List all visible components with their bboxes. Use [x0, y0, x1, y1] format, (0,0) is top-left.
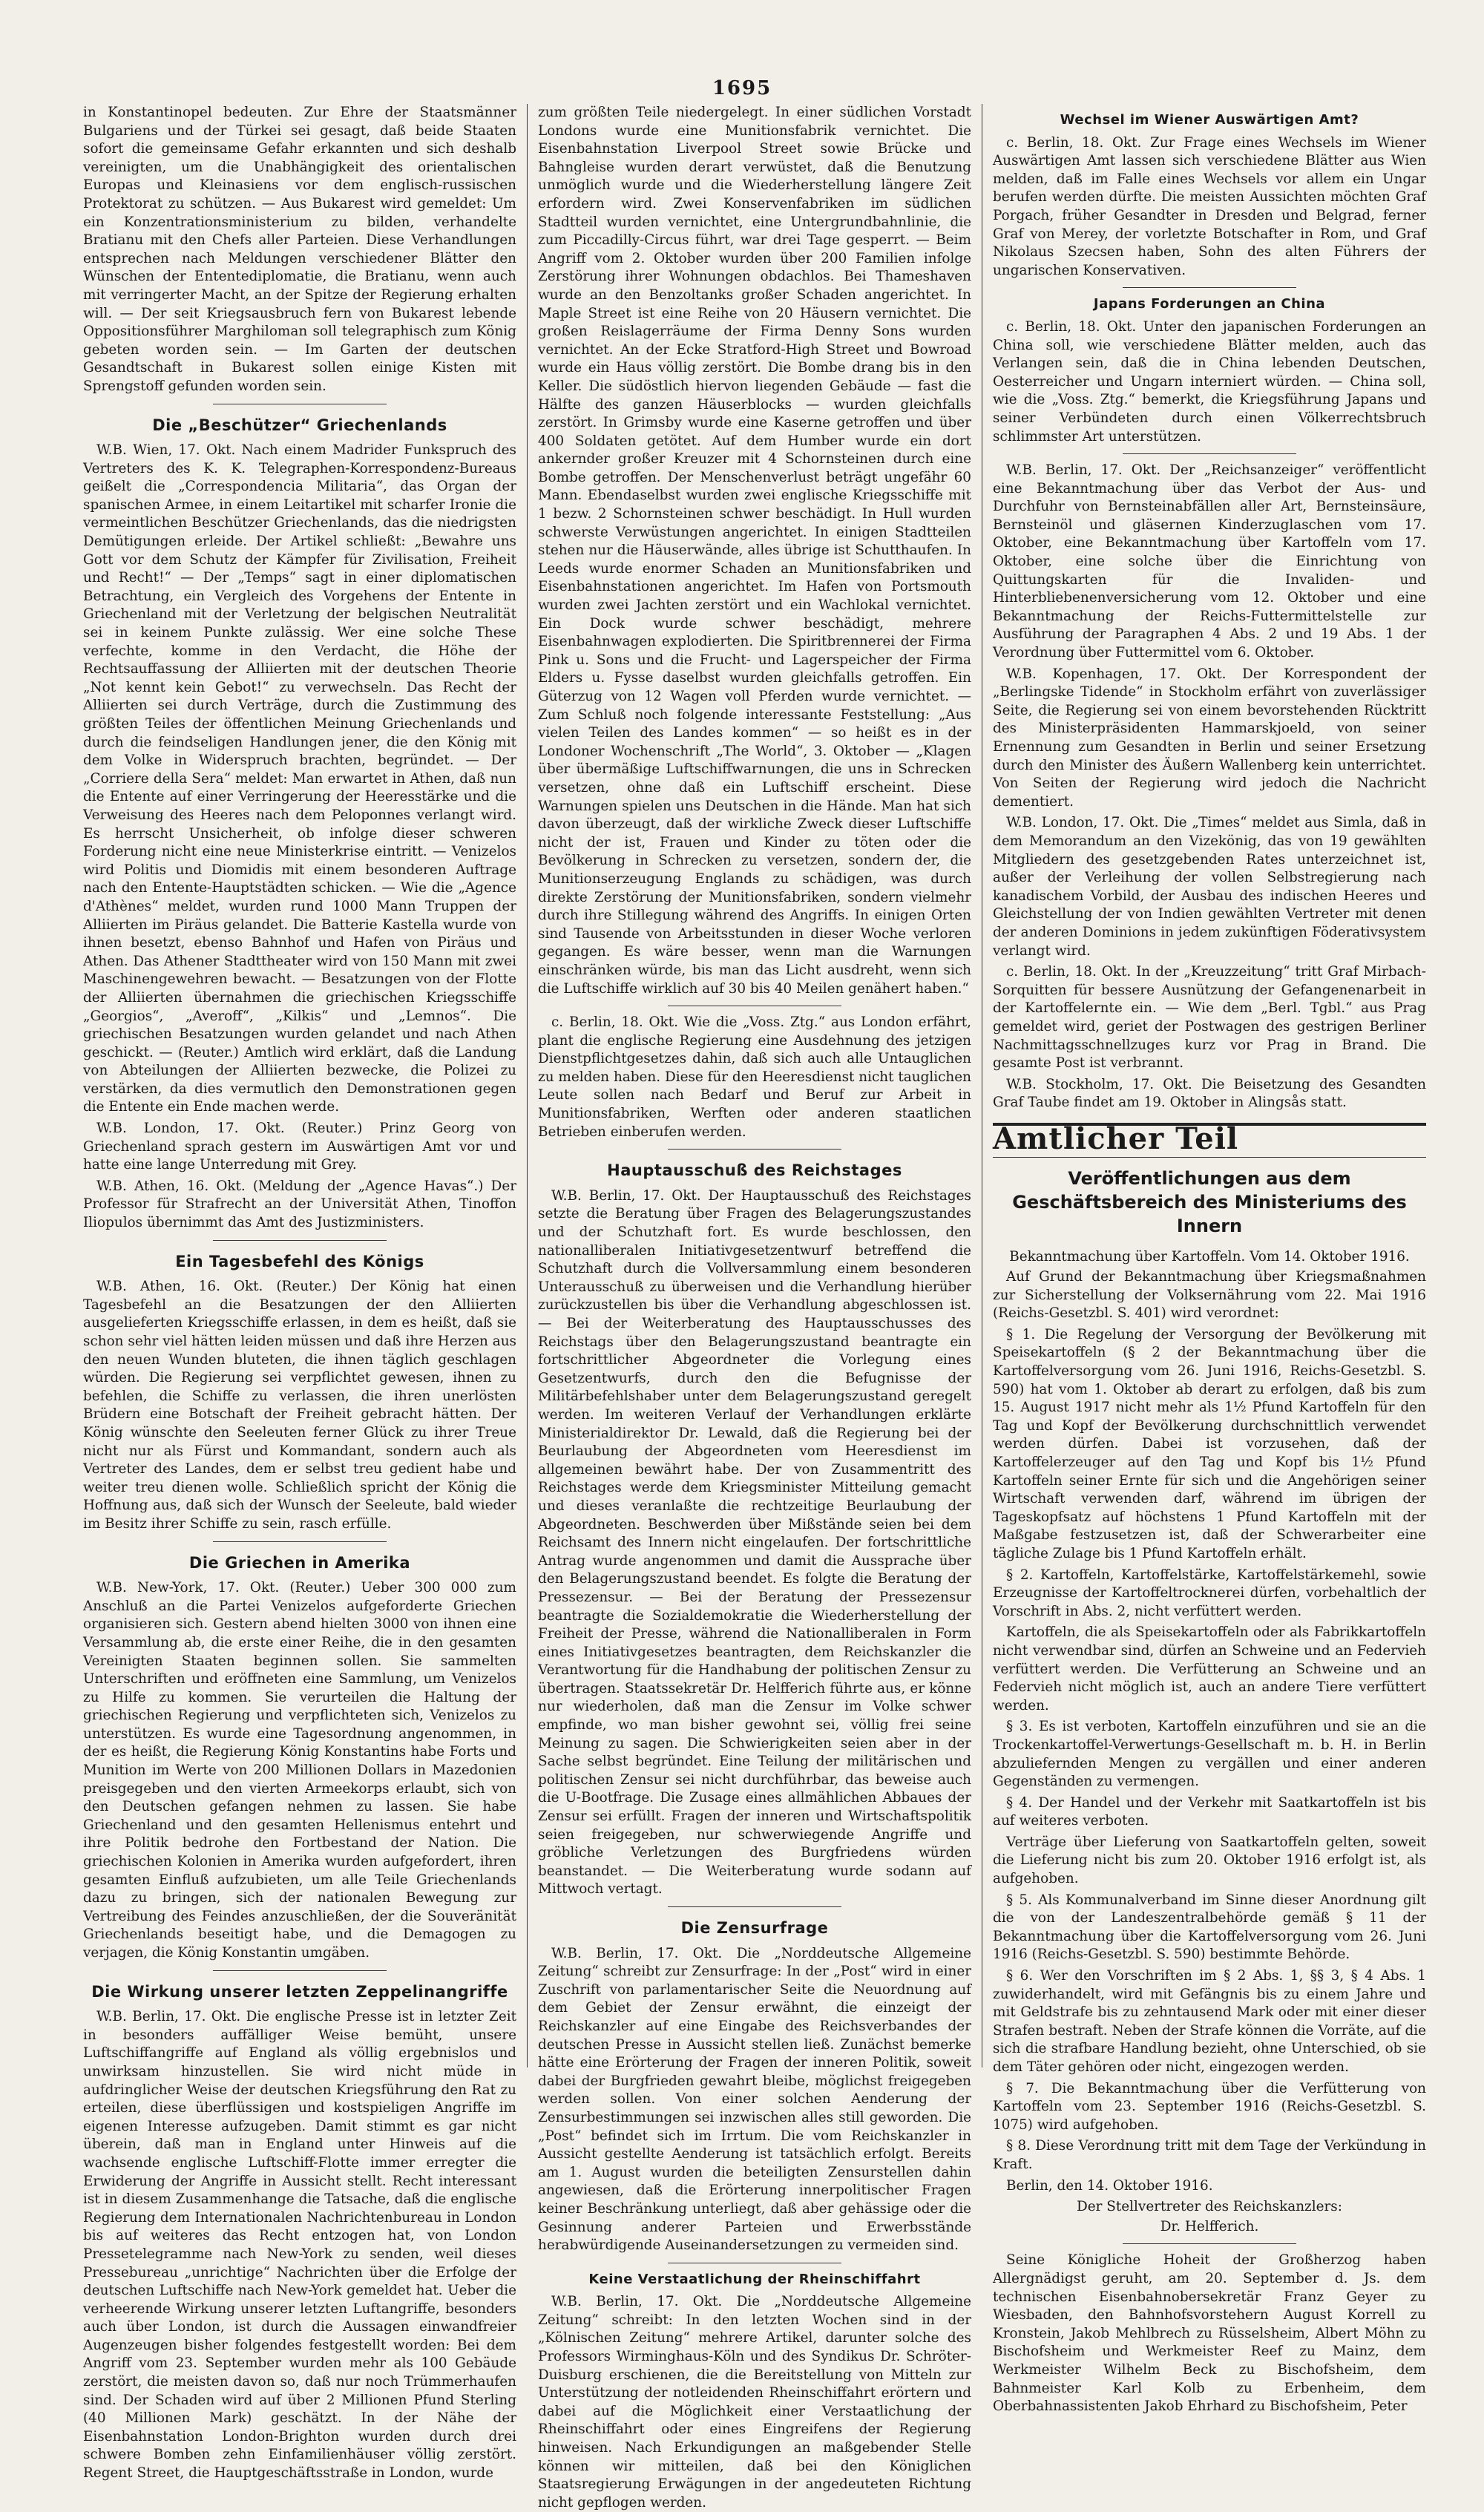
divider [213, 1970, 387, 1971]
headline-zeppelin: Die Wirkung unserer letzten Zeppelinangriffe [91, 1982, 508, 2001]
article-reichsanzeiger: W.B. Berlin, 17. Okt. Der „Reichsanzeiger“ veröffentlicht eine Bekanntmachung über das Verbot der Aus- und Durchfuhr von Bernsteinabfällen aller Art, Bernsteinsäure, Bernsteinöl und gläsernen Kinderzuglaschen vom 17. Oktober, eine Bekanntmachung über Kartoffeln vom 17. Oktober, eine solche über die Einrichtung von Quittungskarten für die Invaliden- und Hinterbliebenenversicherung vom 12. Oktober und eine Bekanntmachung der Reichs-Futtermittelstelle zur Ausführung der Paragraphen 4 Abs. 2 und 19 Abs. 1 der Verordnung über Futtermittel vom 6. Oktober. [993, 462, 1426, 661]
divider [213, 1240, 387, 1241]
article-grossherzog: Seine Königliche Hoheit der Großherzog haben Allergnädigst geruht, am 20. September d. Js. dem technischen Eisenbahnobersekretär Franz Geyer zu Wiesbaden, den Bahnhofsvorstehern August Korrell zu Kronstein, Jakob Mehlbrech zu Rüsselsheim, Albert Möhn zu Bischofsheim und Werkmeister Reef zu Mainz, dem Werkmeister Wilhelm Beck zu Bischofsheim, dem Bahnmeister Karl Kolb zu Erbenheim, dem Oberbahnassistenten Jakob Ehrhard zu Bischofsheim, Peter [993, 2252, 1426, 2415]
divider [1123, 287, 1296, 288]
headline-veroeffentlichungen: Veröffentlichungen aus dem Geschäftsbereich des Ministeriums des Innern [1012, 1168, 1407, 1237]
article-athen-koenig: W.B. Athen, 16. Okt. (Reuter.) Der König hat einen Tagesbefehl an die Besatzungen der den Alliierten ausgelieferten Kriegsschiffe erlassen, in dem es heißt, daß sie schon sehr viel hätten leiden müssen und daß ihre Herzen aus den neuen Wunden bluteten, die ihnen täglich geschlagen würden. Die Regierung sei verpflichtet gewesen, ihnen zu befehlen, die Schiffe zu verlassen, die ihren unerlösten Brüdern eine Botschaft der Freiheit gebracht hätten. Der König wünschte den Seeleuten ferner Glück zu ihrer Treue nicht nur als Fürst und Kommandant, sondern auch als Vertreter des Landes, dem er selbst treu gedient habe und weiter treu dienen wolle. Schließlich spricht der König die Hoffnung aus, daß sich der Wunsch der Seeleute, bald wieder im Besitz ihrer Schiffe zu sein, rasch erfülle. [83, 1279, 516, 1532]
decree-s1: § 1. Die Regelung der Versorgung der Bevölkerung mit Speisekartoffeln (§ 2 der Bekanntmachung über die Kartoffelversorgung vom 26. Juni 1916, Reichs-Gesetzbl. S. 590) hat vom 1. Oktober ab derart zu erfolgen, daß bis zum 15. August 1917 nicht mehr als 1½ Pfund Kartoffeln für den Tag und Kopf der Bevölkerung durchschnittlich verwendet werden dürfen. Dabei ist vorzusehen, daß der Kartoffelerzeuger auf den Tag und Kopf bis 1½ Pfund Kartoffeln seiner Ernte für sich und die Angehörigen seiner Wirtschaft verwenden darf, während im übrigen der Tageskopfsatz auf höchstens 1 Pfund Kartoffeln mit der Maßgabe festzusetzen ist, daß der Schwerarbeiter eine tägliche Zulage bis 1 Pfund Kartoffeln erhält. [993, 1326, 1426, 1561]
article-japan-china: c. Berlin, 18. Okt. Unter den japanischen Forderungen an China soll, wie verschiedene Blätter melden, auch das Verlangen sein, daß die in China lebenden Deutschen, Oesterreicher und Ungarn interniert würden. — China soll, wie die „Voss. Ztg.“ bemerkt, die Kriegsführung Japans und seiner Verbündeten durch einen Völkerrechtsbruch schlimmster Art unterstützen. [993, 318, 1426, 445]
decree-s2: § 2. Kartoffeln, Kartoffelstärke, Kartoffelstärkemehl, sowie Erzeugnisse der Kartoffeltrocknerei dürfen, vorbehaltlich der Vorschrift in Abs. 2, nicht verfüttert werden. [993, 1567, 1426, 1619]
divider [668, 1149, 841, 1150]
headline-hauptausschuss: Hauptausschuß des Reichstages [607, 1161, 902, 1180]
decree-signatory-title: Der Stellvertreter des Reichskanzlers: [1077, 2199, 1342, 2215]
decree-intro: Auf Grund der Bekanntmachung über Kriegsmaßnahmen zur Sicherstellung der Volksernährung vom 22. Mai 1916 (Reichs-Gesetzbl. S. 401) wird verordnet: [993, 1269, 1426, 1322]
decree-s5: § 5. Als Kommunalverband im Sinne dieser Anordnung gilt die von der Landeszentralbehörde gemäß § 11 der Bekanntmachung über die Kartoffelversorgung vom 26. Juni 1916 (Reichs-Gesetzbl. S. 590) bestimmte Behörde. [993, 1892, 1426, 1963]
article-zeppelin: W.B. Berlin, 17. Okt. Die englische Presse ist in letzter Zeit in besonders auffälliger Weise bemüht, unsere Luftschiffangriffe auf England als völlig ergebnislos und unwirksam hinzustellen. Sie wird nicht müde in aufdringlicher Weise der deutschen Kriegsführung den Rat zu erteilen, diese überflüssigen und kostspieligen Angriffe im eigenen Interesse aufzugeben. Damit stimmt es gar nicht überein, daß man in England unter Hinweis auf die wachsende englische Luftschiff-Flotte immer erregter die Erwiderung der Angriffe in Aussicht stellt. Recht interessant ist in diesem Zusammenhange die Tatsache, daß die englische Regierung dem Internationalen Nachrichtenbureau in London bis auf weiteres das Recht entzogen hat, von London Pressetelegramme nach New-York zu senden, weil dieses Pressebureau „unrichtige“ Nachrichten über die Erfolge der deutschen Luftschiffe nach New-York gemeldet hat. Ueber die verheerende Wirkung unserer letzten Luftangriffe, besonders auch über London, ist durch die Aussagen einwandfreier Augenzeugen bisher folgendes festgestellt worden: Bei dem Angriff vom 23. September wurden mehr als 100 Gebäude zerstört, die meisten davon so, daß nur noch Trümmerhaufen sind. Der Schaden wird auf über 2 Millionen Pfund Sterling (40 Millionen Mark) geschätzt. In der Nähe der Eisenbahnstation London-Brighton wurden durch drei schwere Bomben zehn Einfamilienhäuser völlig zerstört. Regent Street, die Hauptgeschäftsstraße in London, wurde [83, 2009, 516, 2482]
columns [73, 104, 1437, 2511]
decree-s6: § 6. Wer den Vorschriften im § 2 Abs. 1, §§ 3, § 4 Abs. 1 zuwiderhandelt, wird mit Gefängnis bis zu einem Jahre und mit Geldstrafe bis zu zehntausend Mark oder mit einer dieser Strafen bestraft. Neben der Strafe können die Vorräte, auf die sich die strafbare Handlung bezieht, ohne Unterschied, ob sie dem Täter gehören oder nicht, eingezogen werden. [993, 1968, 1426, 2075]
headline-japan-china: Japans Forderungen an China [1093, 296, 1326, 312]
column-right [982, 104, 1437, 2415]
article-hauptausschuss: W.B. Berlin, 17. Okt. Der Hauptausschuß des Reichstages setzte die Beratung über Fragen des Belagerungszustandes und der Schutzhaft fort. Es wurde beschlossen, den nationalliberalen Initiativgesetzentwurf betreffend die Schutzhaft durch die Vollversammlung einem besonderen Unterausschuß zu überweisen und die Verhandlung hierüber zurückzustellen bis über die Verhandlung abgeschlossen ist. — Bei der Weiterberatung des Hauptausschusses des Reichstags über den Belagerungszustand beantragte ein fortschrittlicher Abgeordneter die Vorlegung eines Gesetzentwurfs, durch den die Befugnisse der Militärbefehlshaber unter dem Belagerungszustand geregelt werden. Im weiteren Verlauf der Verhandlungen erklärte Ministerialdirektor Dr. Lewald, daß die Regierung bei der Beurlaubung der Abgeordneten vom Heeresdienst im allgemeinen bewährt habe. Der von Zusammentritt des Reichstages werde dem Kriegsminister Mitteilung gemacht und dieses veranlaßte die rechtzeitige Beurlaubung der Abgeordneten. Beschwerden über Mißstände seien bei dem Reichsamt des Innern nicht eingelaufen. Der fortschrittliche Antrag wurde angenommen und damit die Aussprache über den Belagerungszustand beendet. Es folgte die Beratung der Pressezensur. — Bei der Beratung der Pressezensur beantragte die Sozialdemokratie die Wiederherstellung der Freiheit der Presse, während die Nationalliberalen in Form eines Initiativgesetzes beantragten, dem Reichskanzler die Verantwortung für die Handhabung der politischen Zensur zu übertragen. Staatssekretär Dr. Helfferich führte aus, er könne nur wiederholen, daß man die Zensur im Volke schwer empfinde, wo man bisher gewohnt sei, völlig frei seine Meinung zu sagen. Die Schwierigkeiten seien aber in der Sache selbst begründet. Eine Teilung der militärischen und politischen Zensur sei nicht durchführbar, das beweise auch die U-Bootfrage. Die Zusage eines allmählichen Abbaues der Zensur sei erfüllt. Fragen der inneren und Wirtschaftspolitik seien freigegeben, nur schwerwiegende Angriffe und gröbliche Verletzungen des Burgfriedens würden beanstandet. — Die Weiterberatung wurde sodann auf Mittwoch vertagt. [538, 1187, 971, 1898]
article-kopenhagen: W.B. Kopenhagen, 17. Okt. Der Korrespondent der „Berlingske Tidende“ in Stockholm erfährt von zuverlässiger Seite, die Regierung sei von einem bevorstehenden Rücktritt des Ministerpräsidenten Hammarskjoeld, von seiner Ernennung zum Gesandten in Berlin und seiner Ersetzung durch den Minister des Äußern Wallenberg kein unterrichtet. Von Seiten der Regierung wird jedoch die Nachricht dementiert. [993, 666, 1426, 810]
article-dienstpflicht: c. Berlin, 18. Okt. Wie die „Voss. Ztg.“ aus London erfährt, plant die englische Regierung eine Ausdehnung des jetzigen Dienstpflichtgesetzes dahin, daß sich auch alle Untauglichen zu melden haben. Diese für den Heeresdienst nicht tauglichen Leute sollen nach Bedarf und Beruf zur Arbeit in Munitionsfabriken, Werften oder anderen staatlichen Betrieben einberufen werden. [538, 1014, 971, 1140]
headline-rheinschiffahrt: Keine Verstaatlichung der Rheinschiffahrt [588, 2271, 921, 2287]
article-zeppelin-cont: zum größten Teile niedergelegt. In einer südlichen Vorstadt Londons wurde eine Munitionsfabrik vernichtet. Die Eisenbahnstation Liverpool Street sowie Brücke und Bahngleise wurden derart verwüstet, daß die Benutzung unmöglich wurde und die Wiederherstellung längere Zeit erfordern wird. Zwei Konservenfabriken im südlichen Stadtteil wurden vernichtet, eine Untergrundbahnlinie, die zum Piccadilly-Circus führt, war drei Tage gesperrt. — Beim Angriff vom 2. Oktober wurden über 200 Familien infolge Zerstörung ihrer Wohnungen obdachlos. Bei Thameshaven wurde an den Benzoltanks großer Schaden angerichtet. In Maple Street ist eine Reihe von 20 Häusern vernichtet. Die großen Reislagerräume der Firma Denny Sons wurden vernichtet. An der Ecke Stratford-High Street und Bowroad wurde ein Haus völlig zerstört. Die Bombe drang bis in den Keller. Die südöstlich hiervon liegenden Gebäude — fast die Hälfte des ganzen Häuserblocks — wurden gleichfalls zerstört. In Grimsby wurde eine Kaserne getroffen und über 400 Soldaten getötet. Auf dem Humber wurde ein dort ankernder großer Kreuzer mit 4 Schornsteinen durch eine Bombe getroffen. Der Menschenverlust beträgt ungefähr 60 Mann. Ebendaselbst wurden zwei englische Kriegsschiffe mit 1 bezw. 2 Schornsteinen schwer beschädigt. In Hull wurden schwerste Verwüstungen angerichtet. In einigen Stadtteilen stehen nur die Häuserwände, alles übrige ist Schutthaufen. In Leeds wurde enormer Schaden an Munitionsfabriken und Eisenbahnstationen angerichtet. Im Hafen von Portsmouth wurden zwei Jachten zerstört und ein Wachlokal vernichtet. Ein Dock wurde schwer beschädigt, mehrere Eisenbahnwagen explodierten. Die Spiritbrennerei der Firma Pink u. Sons und die Frucht- und Lagerspeicher der Firma Elders u. Fysse daselbst wurden gleichfalls getroffen. Ein Güterzug von 12 Wagen voll Pferden wurde vernichtet. — Zum Schluß noch folgende interessante Feststellung: „Aus vielen Teilen des Landes kommen“ — so heißt es in der Londoner Wochenschrift „The World“, 3. Oktober — „Klagen über übermäßige Luftschiffwarnungen, die uns in Schrecken versetzen, ohne daß ein Luftschiff erscheint. Diese Warnungen spielen uns Deutschen in die Hände. Man hat sich davon überzeugt, daß der wirkliche Zweck dieser Luftschiffe nicht der ist, Frauen und Kinder zu töten oder die Bevölkerung in Schrecken zu versetzen, sondern der, die Munitionserzeugung Englands zu schädigen, was durch direkte Zerstörung der Munitionsfabriken, sondern vielmehr durch ihre Stillegung während des Angriffs. In einigen Orten sind Tausende von Arbeitsstunden in dieser Woche verloren gegangen. Es wäre besser, wenn man die Warnungen einschränken würde, bis man das Licht ausdreht, wenn sich die Luftschiffe wirklich auf 30 bis 40 Meilen genähert haben.“ [538, 105, 971, 997]
headline-griechen-amerika: Die Griechen in Amerika [188, 1553, 411, 1572]
decree-title: Bekanntmachung über Kartoffeln. Vom 14. Oktober 1916. [1009, 1249, 1410, 1265]
divider [668, 1906, 841, 1907]
headline-beschuetzer: Die „Beschützer“ Griechenlands [152, 416, 447, 434]
divider [213, 1541, 387, 1542]
article-london-prinz: W.B. London, 17. Okt. (Reuter.) Prinz Georg von Griechenland sprach gestern im Auswärtigen Amt vor und hatte eine lange Unterredung mit Grey. [83, 1121, 516, 1173]
headline-wechsel-wien: Wechsel im Wiener Auswärtigen Amt? [1060, 112, 1359, 128]
headline-tagesbefehl: Ein Tagesbefehl des Königs [175, 1252, 424, 1270]
decree-s3: § 3. Es ist verboten, Kartoffeln einzuführen und sie an die Trockenkartoffel-Verwertungs-Gesellschaft m. b. H. in Berlin abzuliefernden Mengen zu vergällen und einer anderen Gegenständen zu vermengen. [993, 1719, 1426, 1790]
decree-s2b: Kartoffeln, die als Speisekartoffeln oder als Fabrikkartoffeln nicht verwendbar sind, dürfen an Schweine und an Federvieh verfüttert werden. Die Verfütterung an Schweine und an Federvieh nicht möglich ist, auch an andere Tiere verfüttert werden. [993, 1624, 1426, 1714]
decree-s8: § 8. Diese Verordnung tritt mit dem Tage der Verkündung in Kraft. [993, 2138, 1426, 2172]
article-madrid: W.B. Wien, 17. Okt. Nach einem Madrider Funkspruch des Vertreters des K. K. Telegraphen-Korrespondenz-Bureaus geißelt die „Correspondencia Militaria“, das Organ der spanischen Armee, in einem Leitartikel mit scharfer Ironie die vermeintlichen Beschützer Griechenlands, das die niedrigsten Demütigungen erleide. Der Artikel schließt: „Bewahre uns Gott vor dem Schutz der Kämpfer für Zivilisation, Freiheit und Recht!“ — Der „Temps“ sagt in einer diplomatischen Betrachtung, ein Vergleich des Vorgehens der Entente in Griechenland mit der Verletzung der belgischen Neutralität sei in keinem Punkte zulässig. Wer eine solche These verfechte, komme in den Verdacht, die Höhe der Rechtsauffassung der Alliierten mit der deutschen Theorie „Not kennt kein Gebot!“ zu verwechseln. Das Recht der Alliierten sei durch Verträge, durch die Zustimmung des größten Teiles der öffentlichen Meinung Griechenlands und durch die feindseligen Handlungen jener, die den König mit dem Volke in Widerspruch brachten, begründet. — Der „Corriere della Sera“ meldet: Man erwartet in Athen, daß nun die Entente auf einer Verringerung der Heeresstärke und die Verweisung des Heeres nach dem Peloponnes verlangt wird. Es herrscht Unsicherheit, ob infolge dieser schweren Forderung nicht eine neue Ministerkrise eintritt. — Venizelos wird Politis und Diomidis mit einem besonderen Auftrage nach den Entente-Hauptstädten schicken. — Wie die „Agence d'Athènes“ meldet, wurden rund 1000 Mann Truppen der Alliierten im Piräus gelandet. Die Batterie Kastella wurde von ihnen besetzt, ebenso Bahnhof und Hafen von Piräus und Athen. Das Athener Stadttheater wird von 150 Mann mit zwei Maschinengewehren bewacht. — Besatzungen von der Flotte der Alliierten übernahmen die griechischen Kriegsschiffe „Georgios“, „Averoff“, „Kilkis“ und „Lemnos“. Die griechischen Besatzungen wurden gelandet und nach Athen geschickt. — (Reuter.) Amtlich wird erklärt, daß die Landung von Abteilungen der Alliierten bezwecke, die Polizei zu verstärken, da dies vermutlich den Demonstrationen gegen die Entente ein Ende machen werde. [83, 442, 516, 1115]
article-london-simla: W.B. London, 17. Okt. Die „Times“ meldet aus Simla, daß in dem Memorandum an den Vizekönig, das von 19 gewählten Mitgliedern des gesetzgebenden Rates unterzeichnet ist, außer der Verleihung der vollen Selbstregierung nach kanadischem Vorbild, der Ausbau des indischen Heeres und Gleichstellung der von Indien gewählten Vertreter mit denen der anderen Dominions in jedem zukünftigen Föderativsystem verlangt wird. [993, 815, 1426, 959]
decree-s4b: Verträge über Lieferung von Saatkartoffeln gelten, soweit die Lieferung nicht bis zum 20. Oktober 1916 erfolgt ist, als aufgehoben. [993, 1834, 1426, 1887]
article-zensurfrage: W.B. Berlin, 17. Okt. Die „Norddeutsche Allgemeine Zeitung“ schreibt zur Zensurfrage: In der „Post“ wird in einer Zuschrift von parlamentarischer Seite die Neuordnung auf dem Gebiet der Zensur erwähnt, die einzeigt der Reichskanzler auf eine Eingabe des Reichsverbandes der deutschen Presse in Aussicht stellen ließ. Zunächst bemerke hätte eine Erörterung der Fragen der inneren Politik, soweit dabei der Burgfrieden gewahrt bleibe, möglichst freigegeben werden sollen. Von einer solchen Aenderung der Zensurbestimmungen sei inzwischen alles still geworden. Die „Post“ befindet sich im Irrtum. Die vom Reichskanzler in Aussicht gestellte Aenderung ist tatsächlich erfolgt. Bereits am 1. August wurden die beteiligten Zensurstellen dahin angewiesen, daß die Erörterung innerpolitischer Fragen keiner Beschränkung unterliegt, daß aber gehässige oder die Gesinnung anderer Parteien und Erwerbsstände herabwürdigende Auseinandersetzungen zu vermeiden sind. [538, 1945, 971, 2254]
divider [1123, 2243, 1296, 2244]
article-rheinschiffahrt: W.B. Berlin, 17. Okt. Die „Norddeutsche Allgemeine Zeitung“ schreibt: In den letzten Wochen sind in der „Kölnischen Zeitung“ mehrere Artikel, darunter solche des Professors Wirminghaus-Köln und des Syndikus Dr. Schröter-Duisburg erschienen, die die Bereitstellung von Mitteln zur Unterstützung der notleidenden Rheinschiffahrt erörtern und dabei auf die Möglichkeit einer Verstaatlichung der Rheinschiffahrt oder eines Eingreifens der Regierung hinweisen. Nach Erkundigungen an maßgebender Stelle können wir mitteilen, daß bei den Königlichen Staatsregierung Erwägungen in der angedeuteten Richtung nicht gepflogen werden. [538, 2294, 971, 2511]
article-wechsel-wien: c. Berlin, 18. Okt. Zur Frage eines Wechsels im Wiener Auswärtigen Amt lassen sich verschiedene Blätter aus Wien melden, daß im Falle eines Wechsels vor allem ein Ungar berufen werden dürfte. Die meisten Aussichten möchten Graf Porgach, früher Gesandter in Dresden und Belgrad, ferner Graf von Merey, der vorletzte Botschafter in Rom, und Graf Nikolaus Szecsen haben, Sohn des alten Führers der ungarischen Konservativen. [993, 134, 1426, 278]
decree-signatory: Dr. Helfferich. [1160, 2218, 1259, 2234]
column-left [73, 104, 527, 2482]
decree-s7: § 7. Die Bekanntmachung über die Verfütterung von Kartoffeln vom 23. September 1916 (Reichs-Gesetzbl. S. 1075) wird aufgehoben. [993, 2080, 1426, 2133]
article-newyork: W.B. New-York, 17. Okt. (Reuter.) Ueber 300 000 zum Anschluß an die Partei Venizelos aufgeforderte Griechen organisieren sich. Gestern abend hielten 3000 von ihnen eine Versammlung ab, die erste einer Reihe, die in den gesamten Vereinigten Staaten beginnen sollen. Sie sammelten Unterschriften und eröffneten eine Sammlung, um Venizelos zu Hilfe zu kommen. Sie verurteilen die Haltung der griechischen Regierung und verpflichteten sich, Venizelos zu unterstützen. Es wurde eine Tagesordnung angenommen, in der es heißt, die Regierung König Konstantins habe Forts und Munition im Werte von 200 Millionen Dollars in Mazedonien preisgegeben und den vierten Armeekorps erlaubt, sich von den Deutschen gefangen nehmen zu lassen. Sie habe Griechenland und den gesamten Hellenismus entehrt und ihre Politik bedrohe den Fortbestand der Nation. Die griechischen Kolonien in Amerika wurden aufgefordert, ihren gesamten Einfluß aufzubieten, um alle Teile Griechenlands dazu zu bringen, sich der nationalen Bewegung zur Vertreibung des Feindes anzuschließen, der die Souveränität Griechenlands beseitigt habe, und die Demagogen zu verjagen, die König Konstantin umgäben. [83, 1580, 516, 1961]
divider [993, 1157, 1426, 1158]
column-middle [527, 104, 982, 2511]
decree-s4: § 4. Der Handel und der Verkehr mit Saatkartoffeln ist bis auf weiteres verboten. [993, 1794, 1426, 1829]
article-stockholm: W.B. Stockholm, 17. Okt. Die Beisetzung des Gesandten Graf Taube findet am 19. Oktober in Alingsås statt. [993, 1076, 1426, 1111]
article-kreuzzeitung: c. Berlin, 18. Okt. In der „Kreuzzeitung“ tritt Graf Mirbach-Sorquitten für bessere Ausnützung der Gefangenenarbeit in der Kartoffelernte ein. — Wie dem „Berl. Tgbl.“ aus Prag gemeldet wird, geriet der Postwagen des gestrigen Berliner Nachmittagsschnellzuges kurz vor Prag in Brand. Die gesamte Post ist verbrannt. [993, 964, 1426, 1072]
decree-date: Berlin, den 14. Oktober 1916. [1006, 2177, 1213, 2194]
article-bulgaria-cont: in Konstantinopel bedeuten. Zur Ehre der Staatsmänner Bulgariens und der Türkei sei gesagt, daß beide Staaten sofort die gemeinsame Gefahr erkannten und sich deshalb vereinigten, um die Unabhängigkeit des orientalischen Europas und Kleinasiens vor dem englisch-russischen Protektorat zu schützen. — Aus Bukarest wird gemeldet: Um ein Konzentrationsministerium zu bilden, verhandelte Bratianu mit den Chefs aller Parteien. Diese Verhandlungen entsprechen nach Meldungen verschiedener Blätter den Wünschen der Ententediplomatie, die Bratianu, wenn auch mit verringerter Macht, an der Spitze der Regierung erhalten will. — Der seit Kriegsausbruch fern von Bukarest lebende Oppositionsführer Marghiloman soll telegraphisch zum König gebeten worden sein. — Im Garten der deutschen Gesandtschaft in Bukarest sollen einige Kisten mit Sprengstoff gefunden worden sein. [83, 105, 516, 394]
headline-amtlicher-teil: Amtlicher Teil [993, 1121, 1239, 1156]
headline-zensurfrage: Die Zensurfrage [680, 1919, 829, 1937]
page-number: 1695 [712, 77, 772, 99]
article-athen-professor: W.B. Athen, 16. Okt. (Meldung der „Agence Havas“.) Der Professor für Strafrecht an der Universität Athen, Tinoffon Iliopulos übernimmt das Amt des Justizministers. [83, 1178, 516, 1231]
divider [1123, 453, 1296, 454]
